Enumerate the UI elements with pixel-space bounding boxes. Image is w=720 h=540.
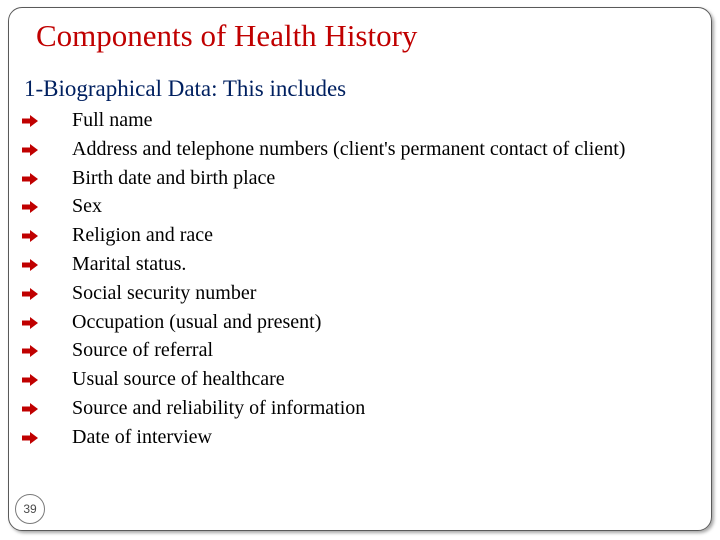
- list-item-text: Source and reliability of information: [72, 396, 366, 419]
- list-item: [22, 425, 682, 449]
- list-item: [22, 310, 682, 334]
- list-item-text: Marital status.: [72, 252, 187, 275]
- list-item-text: Birth date and birth place: [72, 166, 276, 189]
- bullet-list: [22, 108, 682, 454]
- list-item: [22, 396, 682, 420]
- arrow-right-icon: [22, 144, 38, 156]
- slide-subtitle: 1-Biographical Data: This includes: [24, 76, 347, 101]
- list-item: [22, 367, 682, 391]
- list-item-text: Source of referral: [72, 339, 214, 362]
- page-number-badge: 39: [15, 494, 45, 524]
- arrow-right-icon: [22, 201, 38, 213]
- list-item-text: Full name: [72, 109, 153, 131]
- arrow-right-icon: [22, 230, 38, 242]
- arrow-right-icon: [22, 317, 38, 329]
- list-item: [22, 108, 682, 132]
- arrow-right-icon: [22, 432, 38, 444]
- list-item-text: Religion and race: [72, 224, 214, 247]
- list-item: [22, 166, 682, 190]
- arrow-right-icon: [22, 374, 38, 386]
- list-item: [22, 252, 682, 276]
- arrow-right-icon: [22, 259, 38, 271]
- list-item: [22, 281, 682, 305]
- list-item: [22, 338, 682, 362]
- list-item-text: Date of interview: [72, 425, 212, 448]
- list-item-text: Usual source of healthcare: [72, 368, 285, 391]
- list-item: [22, 223, 682, 247]
- list-item-text: Occupation (usual and present): [72, 310, 322, 333]
- arrow-right-icon: [22, 403, 38, 415]
- arrow-right-icon: [22, 288, 38, 300]
- list-item-text: Address and telephone numbers (client's permanent contact of client): [72, 137, 626, 160]
- list-item: [22, 194, 682, 218]
- arrow-right-icon: [22, 345, 38, 357]
- list-item-text: Sex: [72, 195, 102, 218]
- arrow-right-icon: [22, 173, 38, 185]
- list-item-text: Social security number: [72, 281, 257, 304]
- list-item: [22, 137, 682, 161]
- arrow-right-icon: [22, 115, 38, 127]
- slide-title: Components of Health History: [36, 18, 418, 53]
